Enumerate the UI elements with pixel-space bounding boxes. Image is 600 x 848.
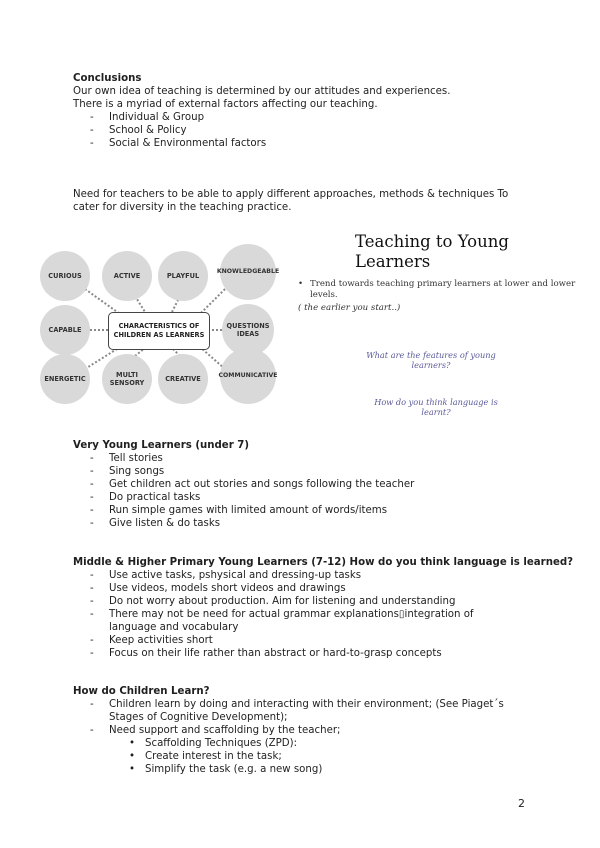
node-playful: PLAYFUL [158,251,208,301]
list-item: - There may not be need for actual grammar explanations▯integration of [73,608,553,621]
node-energetic: ENERGETIC [40,354,90,404]
list-item: - Give listen & do tasks [73,517,543,530]
list-item: - Focus on their life rather than abstract or hard-to-grasp concepts [73,647,553,660]
connector-line [200,289,225,314]
very-young-list [73,452,543,530]
list-item-continuation [73,621,553,634]
node-communicative: COMMUNICATIVE [220,348,276,404]
conclusions-line: There is a myriad of external factors affecting our teaching. [73,99,378,110]
list-item: - Sing songs [73,465,543,478]
how-list [73,698,553,737]
node-questions-ideas: QUESTIONS IDEAS [222,304,274,356]
middle-list [73,569,553,660]
very-young-heading: Very Young Learners (under 7) [73,440,250,451]
conclusions-section [73,72,543,150]
slide-title [355,232,509,272]
conclusions-heading: Conclusions [73,73,142,84]
page-number: 2 [518,797,525,810]
continuation-text: Stages of Cognitive Development); [109,712,288,723]
need-paragraph [73,188,543,214]
conclusions-line: Our own idea of teaching is determined by our attitudes and experiences. [73,86,451,97]
very-young-section [73,439,543,530]
slide-note: ( the earlier you start..) [298,303,401,313]
middle-section [73,556,574,660]
conclusions-list [73,111,543,150]
node-curious: CURIOUS [40,251,90,301]
diagram-center-box: CHARACTERISTICS OF CHILDREN AS LEARNERS [108,312,210,350]
slide-bullet-text: Trend towards teaching primary learners at lower and lower levels. [310,279,576,300]
node-knowledgeable: KNOWLEDGEABLE [220,244,276,300]
node-capable: CAPABLE [40,305,90,355]
characteristics-diagram [40,244,290,404]
node-multi-sensory: MULTI SENSORY [102,354,152,404]
node-creative: CREATIVE [158,354,208,404]
list-item: - Get children act out stories and songs following the teacher [73,478,543,491]
list-item: - Tell stories [73,452,543,465]
list-item: • Scaffolding Techniques (ZPD): [73,737,553,750]
list-item: - Need support and scaffolding by the teacher; [73,724,553,737]
slide-bullet [298,279,588,301]
list-item: - Do practical tasks [73,491,543,504]
continuation-text: language and vocabulary [109,622,239,633]
list-item: - School & Policy [73,124,543,137]
list-item: - Use active tasks, pshysical and dressing-up tasks [73,569,553,582]
list-item: - Individual & Group [73,111,543,124]
how-section [73,685,553,776]
paragraph-line: cater for diversity in the teaching practice. [73,202,292,213]
list-item-continuation [73,711,553,724]
middle-heading: Middle & Higher Primary Young Learners (7-12) How do you think language is learned? [73,557,574,568]
list-item: • Create interest in the task; [73,750,553,763]
slide-title-line: Teaching to Young [355,232,509,251]
node-active: ACTIVE [102,251,152,301]
bullet-icon: • [298,279,304,289]
slide-question-features: What are the features of young learners? [366,350,496,370]
slide-question-language: How do you think language is learnt? [374,397,498,417]
list-item: - Use videos, models short videos and drawings [73,582,553,595]
list-item: - Do not worry about production. Aim for listening and understanding [73,595,553,608]
how-heading: How do Children Learn? [73,686,210,697]
paragraph-line: Need for teachers to be able to apply different approaches, methods & techniques To [73,189,509,200]
list-item: - Children learn by doing and interacting with their environment; (See Piaget´s [73,698,553,711]
list-item: - Keep activities short [73,634,553,647]
slide-title-line: Learners [355,252,431,271]
list-item: • Simplify the task (e.g. a new song) [73,763,553,776]
list-item: - Social & Environmental factors [73,137,543,150]
scaffolding-list [73,737,553,776]
list-item: - Run simple games with limited amount of words/items [73,504,543,517]
